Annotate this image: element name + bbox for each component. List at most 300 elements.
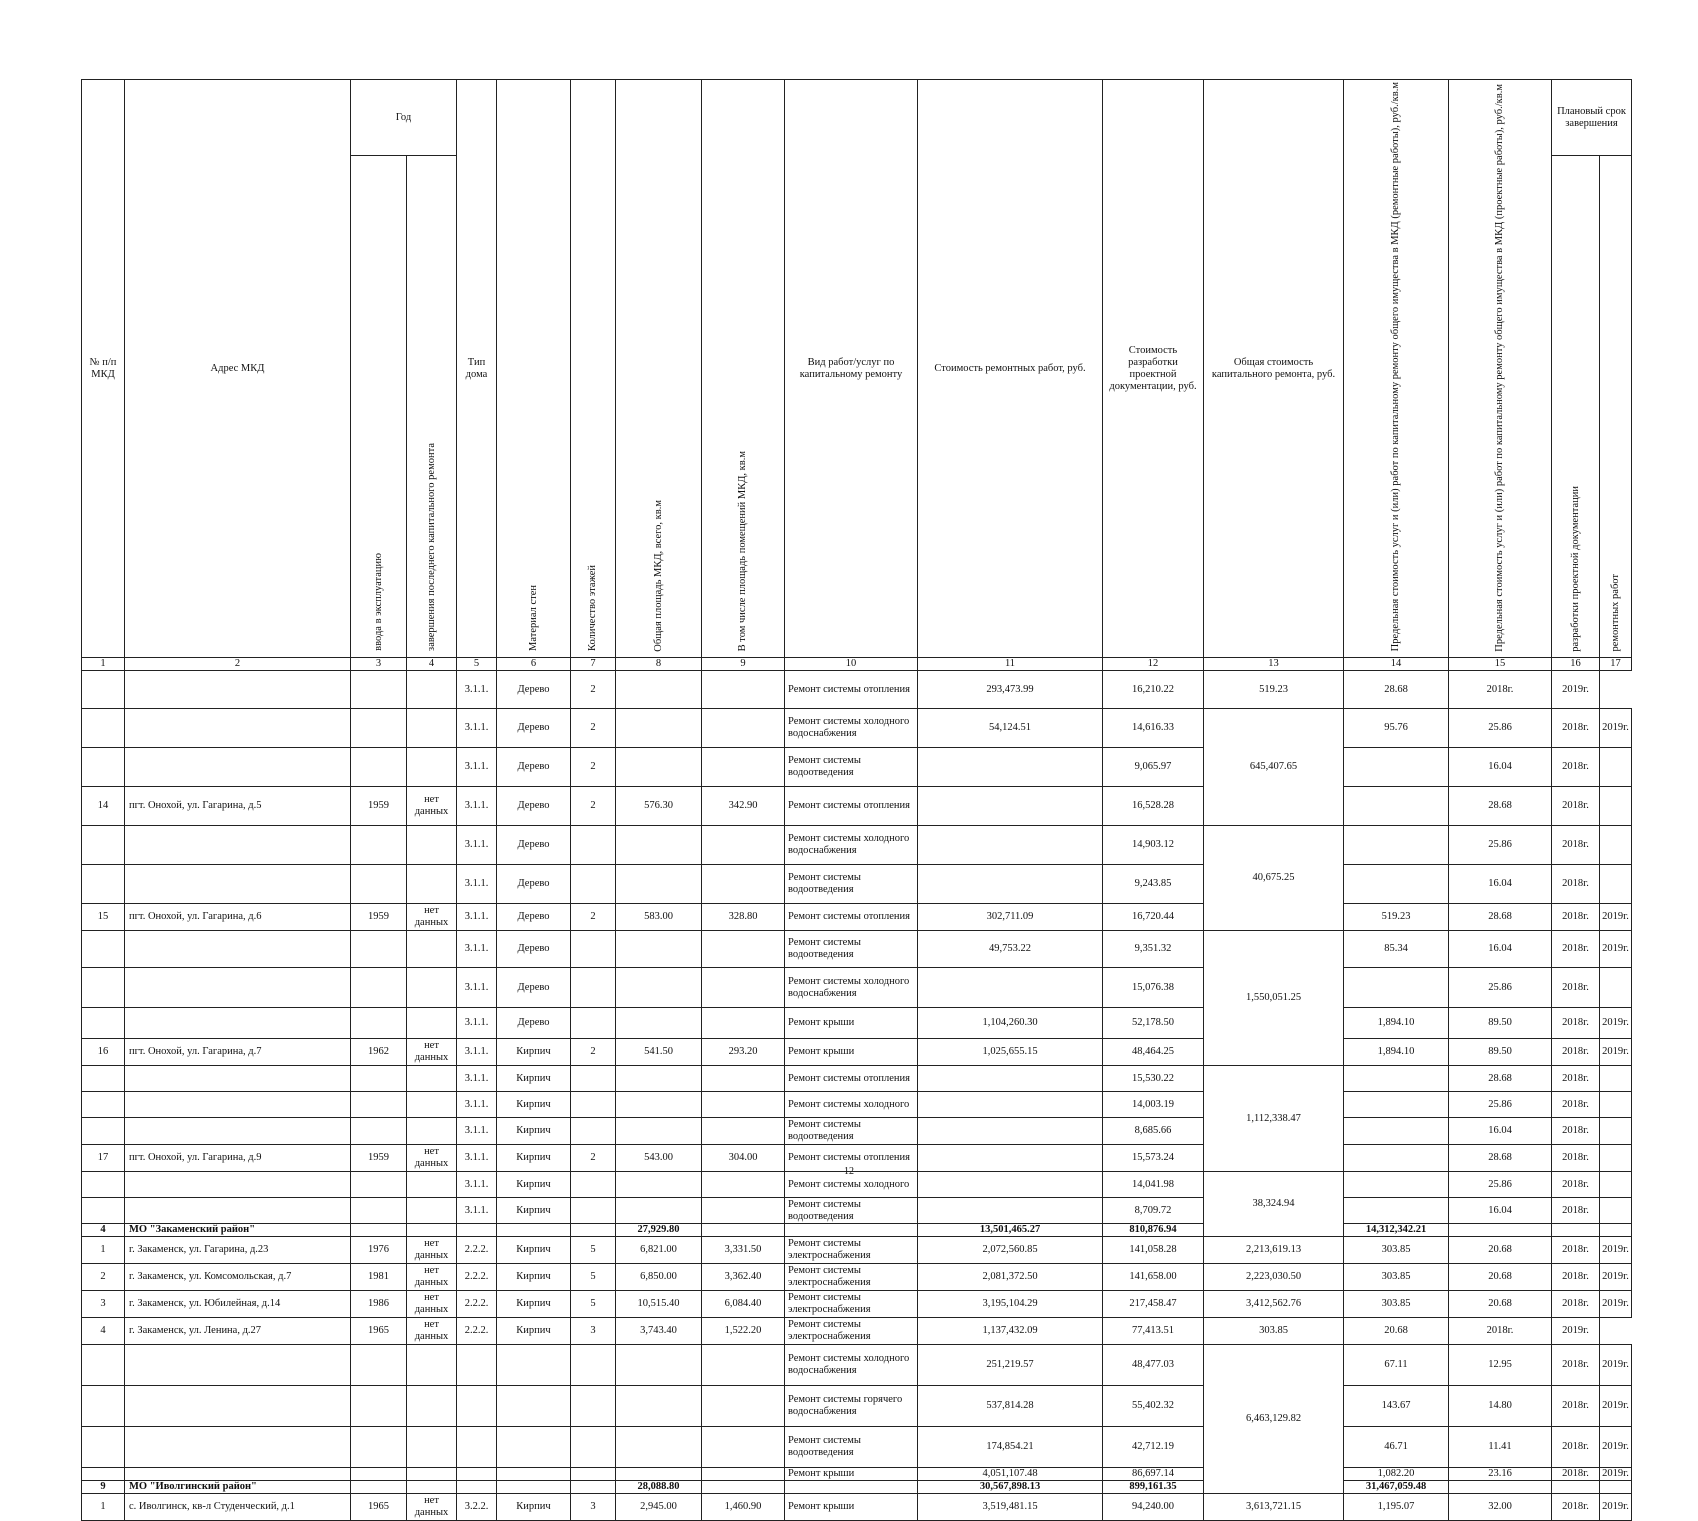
cell-wall-material: Кирпич [497, 1237, 571, 1264]
cell-year-commission: 1962 [351, 1039, 407, 1066]
group-total-row [82, 1224, 1632, 1237]
header-address: Адрес МКД [125, 80, 351, 658]
header-design-cost: Стоимость разработки проектной документации, руб. [1103, 80, 1204, 658]
cell-repair-cost [918, 826, 1103, 865]
cell-address: пгт. Онохой, ул. Гагарина, д.7 [125, 1039, 351, 1066]
table-row [82, 1092, 1632, 1118]
cell-total-area [616, 1092, 702, 1118]
cell-wall-material: Дерево [497, 671, 571, 709]
cell-year-commission: 1965 [351, 1494, 407, 1521]
cell-year-commission [351, 1118, 407, 1145]
cell-limit-repair: 85.34 [1344, 931, 1449, 968]
cell-address: г. Закаменск, ул. Комсомольская, д.7 [125, 1264, 351, 1291]
cell-num [82, 1427, 125, 1468]
cell-work-type: Ремонт крыши [785, 1039, 918, 1066]
cell-total-area [616, 709, 702, 748]
cell-design-cost: 141,058.28 [1103, 1237, 1204, 1264]
cell-year-commission: 1959 [351, 1145, 407, 1172]
cell-year-commission [351, 826, 407, 865]
cell-wall-material: Дерево [497, 709, 571, 748]
cell-limit-repair [1449, 1481, 1552, 1494]
cell-address [125, 1092, 351, 1118]
cell-design-cost: 16,720.44 [1103, 904, 1204, 931]
cell-limit-repair [1344, 748, 1449, 787]
cell-work-type: Ремонт системы электроснабжения [785, 1318, 918, 1345]
cell-total-area [616, 1066, 702, 1092]
cell-repair-cost: 1,137,432.09 [918, 1318, 1103, 1345]
cell-wall-material: Кирпич [497, 1291, 571, 1318]
cell-limit-repair: 1,195.07 [1344, 1494, 1449, 1521]
cell-year-last-repair [407, 709, 457, 748]
cell-limit-repair [1344, 826, 1449, 865]
cell-design-cost: 86,697.14 [1103, 1468, 1204, 1481]
cell-repair-cost: 3,519,481.15 [918, 1494, 1103, 1521]
table-row [82, 931, 1632, 968]
cell-planned-design: 2018г. [1552, 1066, 1600, 1092]
cell-floors [571, 1198, 616, 1224]
column-number-row [82, 658, 1632, 671]
cell-house-type: 3.1.1. [457, 1172, 497, 1198]
cell-house-type: 2.2.2. [457, 1264, 497, 1291]
cell-planned-design: 2018г. [1552, 1039, 1600, 1066]
cell-planned-design: 2018г. [1552, 1386, 1600, 1427]
cell-year-last-repair [407, 1345, 457, 1386]
cell-address [125, 709, 351, 748]
cell-premises-area [702, 865, 785, 904]
cell-total-area [616, 671, 702, 709]
cell-total-area: 583.00 [616, 904, 702, 931]
cell-repair-cost: 251,219.57 [918, 1345, 1103, 1386]
cell-floors [571, 1224, 616, 1237]
cell-repair-cost: 1,104,260.30 [918, 1008, 1103, 1039]
cell-limit-design: 16.04 [1449, 865, 1552, 904]
cell-limit-design: 25.86 [1449, 826, 1552, 865]
cell-premises-area [702, 1066, 785, 1092]
cell-num [82, 968, 125, 1008]
cell-wall-material: Дерево [497, 865, 571, 904]
cell-year-last-repair [407, 1386, 457, 1427]
cell-year-last-repair [407, 1224, 457, 1237]
cell-year-commission [351, 748, 407, 787]
cell-house-type [457, 1345, 497, 1386]
cell-design-cost: 55,402.32 [1103, 1386, 1204, 1427]
header-work-type: Вид работ/услуг по капитальному ремонту [785, 80, 918, 658]
cell-planned-design: 2018г. [1449, 671, 1552, 709]
cell-limit-repair: 1,894.10 [1344, 1039, 1449, 1066]
cell-house-type: 3.1.1. [457, 865, 497, 904]
cell-limit-repair [1344, 1118, 1449, 1145]
cell-limit-design: 14.80 [1449, 1386, 1552, 1427]
cell-limit-repair: 95.76 [1344, 709, 1449, 748]
cell-total-area [616, 968, 702, 1008]
cell-num: 3 [82, 1291, 125, 1318]
cell-year-last-repair: нет данных [407, 1237, 457, 1264]
cell-year-last-repair [407, 1092, 457, 1118]
page-number: 12 [844, 1166, 854, 1177]
cell-design-cost: 14,041.98 [1103, 1172, 1204, 1198]
cell-num [82, 865, 125, 904]
cell-planned-repair: 2019г. [1600, 1039, 1632, 1066]
cell-work-type: Ремонт системы электроснабжения [785, 1237, 918, 1264]
cell-design-cost: 48,464.25 [1103, 1039, 1204, 1066]
cell-limit-design: 16.04 [1449, 931, 1552, 968]
cell-year-commission [351, 968, 407, 1008]
cell-premises-area [702, 1345, 785, 1386]
cell-design-cost: 810,876.94 [1103, 1224, 1204, 1237]
cell-house-type [457, 1468, 497, 1481]
header-year-last-repair: завершения последнего капитального ремонта [407, 156, 457, 658]
cell-premises-area: 304.00 [702, 1145, 785, 1172]
cell-num [82, 1092, 125, 1118]
cell-year-last-repair: нет данных [407, 1145, 457, 1172]
cell-year-last-repair [407, 968, 457, 1008]
column-number: 1 [82, 658, 125, 671]
cell-year-commission [351, 1092, 407, 1118]
cell-limit-design: 89.50 [1449, 1008, 1552, 1039]
cell-planned-design: 2018г. [1552, 1345, 1600, 1386]
cell-limit-design: 12.95 [1449, 1345, 1552, 1386]
table-row [82, 826, 1632, 865]
cell-limit-design: 25.86 [1449, 1172, 1552, 1198]
cell-total-area [616, 1468, 702, 1481]
cell-floors [571, 826, 616, 865]
cell-premises-area [702, 1008, 785, 1039]
cell-wall-material [497, 1386, 571, 1427]
cell-work-type [785, 1481, 918, 1494]
cell-work-type: Ремонт системы холодного водоснабжения [785, 709, 918, 748]
cell-wall-material: Дерево [497, 904, 571, 931]
cell-repair-cost [918, 1092, 1103, 1118]
cell-premises-area [702, 1481, 785, 1494]
cell-limit-design: 16.04 [1449, 1198, 1552, 1224]
column-number: 16 [1552, 658, 1600, 671]
cell-house-type: 3.1.1. [457, 931, 497, 968]
cell-floors [571, 865, 616, 904]
cell-design-cost: 217,458.47 [1103, 1291, 1204, 1318]
cell-planned-repair [1600, 968, 1632, 1008]
cell-num [82, 1118, 125, 1145]
cell-wall-material: Кирпич [497, 1145, 571, 1172]
cell-year-last-repair: нет данных [407, 1264, 457, 1291]
cell-total-area: 10,515.40 [616, 1291, 702, 1318]
cell-limit-design: 20.68 [1344, 1318, 1449, 1345]
cell-repair-cost [918, 787, 1103, 826]
cell-premises-area [702, 1092, 785, 1118]
cell-total-area: 27,929.80 [616, 1224, 702, 1237]
cell-total-area [616, 748, 702, 787]
cell-num: 1 [82, 1237, 125, 1264]
table-row [82, 968, 1632, 1008]
cell-house-type: 2.2.2. [457, 1318, 497, 1345]
cell-planned-design: 2018г. [1552, 1118, 1600, 1145]
cell-floors [571, 1092, 616, 1118]
cell-design-cost: 42,712.19 [1103, 1427, 1204, 1468]
cell-wall-material: Кирпич [497, 1092, 571, 1118]
cell-num [82, 826, 125, 865]
cell-house-type: 3.1.1. [457, 904, 497, 931]
cell-house-type: 3.1.1. [457, 826, 497, 865]
cell-work-type: Ремонт крыши [785, 1494, 918, 1521]
cell-total-area: 3,743.40 [616, 1318, 702, 1345]
cell-limit-design [1552, 1481, 1600, 1494]
cell-limit-design: 28.68 [1449, 1066, 1552, 1092]
table-row [82, 904, 1632, 931]
cell-wall-material: Дерево [497, 826, 571, 865]
cell-limit-repair: 143.67 [1344, 1386, 1449, 1427]
table-row [82, 1427, 1632, 1468]
column-number: 6 [497, 658, 571, 671]
cell-address [125, 1386, 351, 1427]
cell-premises-area [702, 968, 785, 1008]
header-num: № п/п МКД [82, 80, 125, 658]
cell-address [125, 671, 351, 709]
cell-house-type: 2.2.2. [457, 1237, 497, 1264]
cell-total-area [616, 1118, 702, 1145]
cell-limit-repair: 67.11 [1344, 1345, 1449, 1386]
cell-address [125, 1468, 351, 1481]
cell-design-cost: 15,076.38 [1103, 968, 1204, 1008]
cell-limit-repair: 303.85 [1344, 1237, 1449, 1264]
cell-planned-repair: 2019г. [1600, 709, 1632, 748]
cell-planned-repair: 2019г. [1600, 1345, 1632, 1386]
table-row [82, 1345, 1632, 1386]
cell-address [125, 1198, 351, 1224]
cell-year-commission [351, 1066, 407, 1092]
cell-limit-repair: 303.85 [1344, 1291, 1449, 1318]
cell-work-type: Ремонт крыши [785, 1008, 918, 1039]
cell-floors: 3 [571, 1494, 616, 1521]
cell-total-cost: 3,412,562.76 [1204, 1291, 1344, 1318]
cell-floors [571, 931, 616, 968]
cell-limit-repair [1344, 968, 1449, 1008]
table-row [82, 1039, 1632, 1066]
cell-floors: 2 [571, 1039, 616, 1066]
cell-floors: 2 [571, 904, 616, 931]
cell-repair-cost [918, 1118, 1103, 1145]
cell-work-type: Ремонт системы отопления [785, 904, 918, 931]
cell-year-commission: 1959 [351, 904, 407, 931]
cell-premises-area: 342.90 [702, 787, 785, 826]
cell-limit-design: 25.86 [1449, 968, 1552, 1008]
cell-repair-cost: 1,025,655.15 [918, 1039, 1103, 1066]
cell-total-cost: 645,407.65 [1204, 709, 1344, 826]
cell-premises-area [702, 709, 785, 748]
header-planned-design: разработки проектной документации [1552, 156, 1600, 658]
cell-total-area: 2,945.00 [616, 1494, 702, 1521]
column-number: 8 [616, 658, 702, 671]
cell-planned-design: 2018г. [1552, 1237, 1600, 1264]
group-total-row [82, 1481, 1632, 1494]
cell-design-cost: 8,709.72 [1103, 1198, 1204, 1224]
cell-repair-cost [918, 1198, 1103, 1224]
cell-design-cost: 16,210.22 [1103, 671, 1204, 709]
cell-year-commission [351, 1386, 407, 1427]
column-number: 14 [1344, 658, 1449, 671]
table-row [82, 1468, 1632, 1481]
header-year: Год [351, 80, 457, 156]
header-limit-repair: Предельная стоимость услуг и (или) работ по капитальному ремонту общего имущества в МКД (ремонтные работы), руб./кв.м [1344, 80, 1449, 658]
cell-address [125, 748, 351, 787]
cell-year-commission [351, 671, 407, 709]
cell-wall-material: Дерево [497, 968, 571, 1008]
cell-planned-repair: 2019г. [1600, 904, 1632, 931]
table-row [82, 1386, 1632, 1427]
cell-limit-design: 25.86 [1449, 709, 1552, 748]
cell-planned-design: 2018г. [1552, 748, 1600, 787]
cell-work-type: Ремонт системы отопления [785, 787, 918, 826]
cell-total-cost: 40,675.25 [1204, 826, 1344, 931]
cell-year-last-repair [407, 826, 457, 865]
table-row [82, 709, 1632, 748]
cell-repair-cost: 293,473.99 [918, 671, 1103, 709]
cell-address: МО "Иволгинский район" [125, 1481, 351, 1494]
cell-total-area [616, 1427, 702, 1468]
cell-limit-design: 28.68 [1449, 904, 1552, 931]
cell-repair-cost: 3,195,104.29 [918, 1291, 1103, 1318]
table-row [82, 671, 1632, 709]
cell-year-last-repair [407, 748, 457, 787]
cell-house-type: 3.1.1. [457, 787, 497, 826]
table-row [82, 1066, 1632, 1092]
cell-premises-area: 328.80 [702, 904, 785, 931]
cell-wall-material: Кирпич [497, 1318, 571, 1345]
cell-limit-design: 20.68 [1449, 1291, 1552, 1318]
cell-work-type: Ремонт системы электроснабжения [785, 1264, 918, 1291]
cell-year-last-repair: нет данных [407, 1318, 457, 1345]
cell-house-type [457, 1386, 497, 1427]
cell-premises-area [702, 1427, 785, 1468]
cell-planned-design: 2018г. [1552, 1198, 1600, 1224]
cell-planned-repair: 2019г. [1600, 1237, 1632, 1264]
header-planned-repair: ремонтных работ [1600, 156, 1632, 658]
cell-floors [571, 1468, 616, 1481]
cell-work-type: Ремонт системы отопления [785, 671, 918, 709]
cell-premises-area [702, 748, 785, 787]
header-year-commission: ввода в эксплуатацию [351, 156, 407, 658]
table-row [82, 1198, 1632, 1224]
cell-design-cost: 15,530.22 [1103, 1066, 1204, 1092]
cell-work-type: Ремонт системы холодного [785, 1092, 918, 1118]
cell-limit-repair: 519.23 [1204, 671, 1344, 709]
cell-repair-cost: 54,124.51 [918, 709, 1103, 748]
cell-floors: 2 [571, 748, 616, 787]
cell-repair-cost: 4,051,107.48 [918, 1468, 1103, 1481]
cell-address [125, 1066, 351, 1092]
column-number: 10 [785, 658, 918, 671]
cell-house-type: 3.1.1. [457, 1092, 497, 1118]
cell-planned-design: 2018г. [1552, 787, 1600, 826]
cell-wall-material [497, 1427, 571, 1468]
cell-house-type [457, 1481, 497, 1494]
cell-year-commission [351, 1198, 407, 1224]
cell-wall-material: Кирпич [497, 1066, 571, 1092]
cell-planned-repair: 2019г. [1552, 671, 1600, 709]
cell-repair-cost: 2,081,372.50 [918, 1264, 1103, 1291]
cell-design-cost: 15,573.24 [1103, 1145, 1204, 1172]
cell-limit-design: 89.50 [1449, 1039, 1552, 1066]
table-row [82, 1008, 1632, 1039]
cell-address [125, 1345, 351, 1386]
cell-address: г. Закаменск, ул. Гагарина, д.23 [125, 1237, 351, 1264]
cell-premises-area [702, 931, 785, 968]
cell-planned-design: 2018г. [1552, 1264, 1600, 1291]
table-row [82, 1237, 1632, 1264]
cell-address [125, 931, 351, 968]
cell-design-cost: 141,658.00 [1103, 1264, 1204, 1291]
column-number: 12 [1103, 658, 1204, 671]
cell-premises-area: 3,362.40 [702, 1264, 785, 1291]
cell-year-last-repair [407, 1427, 457, 1468]
header-total-area: Общая площадь МКД, всего, кв.м [616, 80, 702, 658]
cell-floors [571, 1118, 616, 1145]
cell-year-commission [351, 1427, 407, 1468]
cell-total-area: 6,821.00 [616, 1237, 702, 1264]
cell-limit-repair [1344, 1092, 1449, 1118]
cell-wall-material: Кирпич [497, 1198, 571, 1224]
cell-address [125, 1008, 351, 1039]
cell-wall-material: Дерево [497, 787, 571, 826]
cell-num [82, 1066, 125, 1092]
cell-work-type: Ремонт системы холодного [785, 1172, 918, 1198]
cell-limit-repair: 303.85 [1344, 1264, 1449, 1291]
cell-house-type: 3.1.1. [457, 1145, 497, 1172]
column-number: 13 [1204, 658, 1344, 671]
cell-num: 17 [82, 1145, 125, 1172]
cell-house-type: 3.1.1. [457, 1008, 497, 1039]
cell-planned-design: 2018г. [1552, 931, 1600, 968]
cell-repair-cost: 174,854.21 [918, 1427, 1103, 1468]
cell-premises-area: 293.20 [702, 1039, 785, 1066]
header-premises-area: В том числе площадь помещений МКД, кв.м [702, 80, 785, 658]
cell-planned-repair [1600, 1092, 1632, 1118]
cell-num: 14 [82, 787, 125, 826]
column-number: 15 [1449, 658, 1552, 671]
cell-design-cost: 77,413.51 [1103, 1318, 1204, 1345]
cell-limit-repair [1344, 1066, 1449, 1092]
cell-limit-design: 28.68 [1344, 671, 1449, 709]
cell-house-type: 3.1.1. [457, 748, 497, 787]
cell-house-type: 3.1.1. [457, 709, 497, 748]
cell-total-cost: 1,112,338.47 [1204, 1066, 1344, 1172]
cell-work-type [785, 1224, 918, 1237]
cell-planned-design: 2018г. [1552, 1468, 1600, 1481]
cell-house-type [457, 1224, 497, 1237]
cell-work-type: Ремонт системы холодного водоснабжения [785, 968, 918, 1008]
cell-year-last-repair [407, 931, 457, 968]
cell-repair-cost [918, 968, 1103, 1008]
cell-year-last-repair: нет данных [407, 787, 457, 826]
cell-floors [571, 1427, 616, 1468]
cell-address [125, 1427, 351, 1468]
cell-work-type: Ремонт системы водоотведения [785, 1198, 918, 1224]
cell-house-type [457, 1427, 497, 1468]
cell-planned-design: 2018г. [1552, 1291, 1600, 1318]
cell-num [82, 1468, 125, 1481]
cell-num [82, 1198, 125, 1224]
cell-repair-cost: 302,711.09 [918, 904, 1103, 931]
cell-total-area [616, 826, 702, 865]
cell-planned-repair: 2019г. [1600, 1386, 1632, 1427]
cell-year-commission [351, 1008, 407, 1039]
cell-limit-design: 11.41 [1449, 1427, 1552, 1468]
cell-num [82, 931, 125, 968]
cell-total-cost: 14,312,342.21 [1344, 1224, 1449, 1237]
cell-wall-material: Кирпич [497, 1118, 571, 1145]
cell-premises-area [702, 1118, 785, 1145]
cell-planned-design: 2018г. [1552, 968, 1600, 1008]
cell-planned-design: 2018г. [1552, 709, 1600, 748]
cell-planned-design: 2018г. [1552, 1092, 1600, 1118]
